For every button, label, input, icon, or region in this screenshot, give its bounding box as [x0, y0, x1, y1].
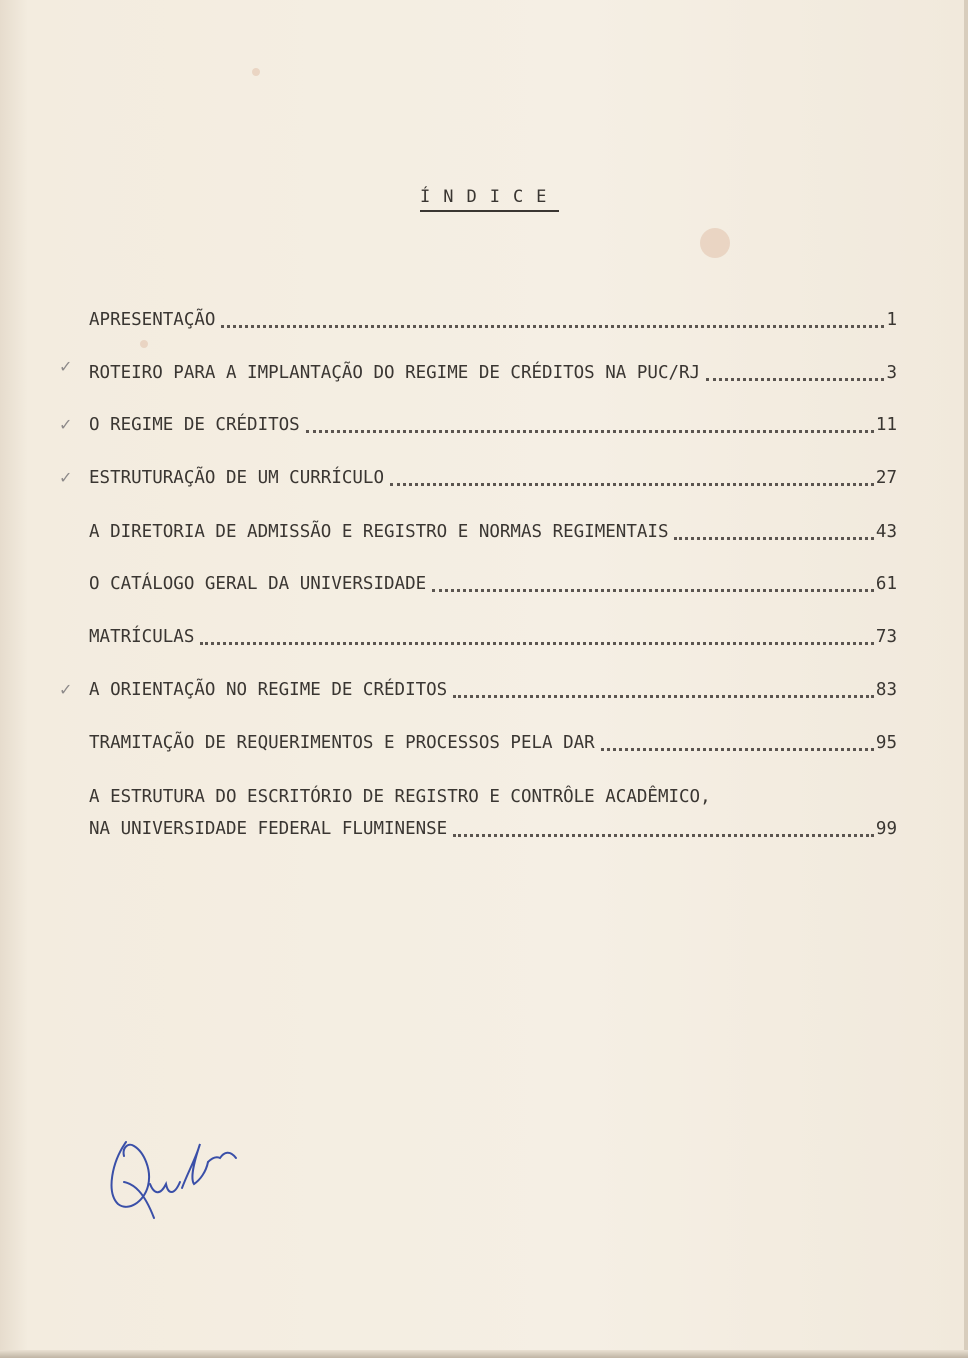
toc-entry-label-line1: A ESTRUTURA DO ESCRITÓRIO DE REGISTRO E CONTRÔLE ACADÊMICO,	[89, 787, 711, 807]
toc-entry-label: ESTRUTURAÇÃO DE UM CURRÍCULO	[89, 468, 385, 488]
toc-entry-label: O CATÁLOGO GERAL DA UNIVERSIDADE	[89, 574, 427, 594]
toc-entry-page: 3	[886, 363, 897, 383]
toc-entry-label: A ORIENTAÇÃO NO REGIME DE CRÉDITOS	[89, 680, 448, 700]
page-title: ÍNDICE	[420, 186, 559, 212]
toc-entry-page: 61	[875, 574, 897, 594]
toc-entry-page: 95	[875, 733, 897, 753]
toc-entry	[89, 623, 897, 651]
toc-entry-label: TRAMITAÇÃO DE REQUERIMENTOS E PROCESSOS PELA DAR	[89, 733, 595, 753]
toc-leader-dots	[306, 430, 874, 433]
page-edge	[964, 0, 968, 1358]
toc-entry-page: 99	[875, 819, 897, 839]
toc-leader-dots	[706, 378, 884, 381]
toc-entry-label-line2: NA UNIVERSIDADE FEDERAL FLUMINENSE	[89, 819, 448, 839]
toc-entry-page: 83	[875, 680, 897, 700]
toc-entry	[89, 570, 897, 598]
page-bottom-edge	[0, 1350, 968, 1358]
toc-leader-dots	[200, 642, 874, 645]
pencil-check-icon: ✓	[59, 680, 73, 699]
toc-entry	[89, 815, 897, 843]
toc-entry-page: 43	[875, 522, 897, 542]
toc-entry-label: A DIRETORIA DE ADMISSÃO E REGISTRO E NORMAS REGIMENTAIS	[89, 522, 669, 542]
paper-stain	[252, 68, 260, 76]
toc-entry	[89, 729, 897, 757]
toc-entry	[59, 411, 897, 439]
pencil-check-icon: ✓	[59, 357, 73, 376]
toc-entry	[59, 676, 897, 704]
pencil-check-icon: ✓	[59, 415, 73, 434]
toc-leader-dots	[390, 483, 874, 486]
toc-leader-dots	[601, 748, 874, 751]
toc-entry	[89, 518, 897, 546]
toc-entry-label: MATRÍCULAS	[89, 627, 195, 647]
paper-stain	[700, 228, 730, 258]
toc-entry-label: APRESENTAÇÃO	[89, 310, 216, 330]
paper-stain	[140, 340, 148, 348]
toc-leader-dots	[221, 325, 884, 328]
toc-leader-dots	[453, 834, 874, 837]
toc-leader-dots	[453, 695, 874, 698]
toc-entry-page: 11	[875, 415, 897, 435]
toc-entry	[59, 464, 897, 492]
handwritten-signature-icon	[104, 1122, 244, 1222]
toc-leader-dots	[432, 589, 874, 592]
pencil-check-icon: ✓	[59, 468, 73, 487]
toc-entry	[89, 306, 897, 334]
toc-leader-dots	[674, 537, 873, 540]
toc-entry	[59, 357, 897, 387]
toc-entry-page: 27	[875, 468, 897, 488]
toc-entry-page: 1	[886, 310, 897, 330]
toc-entry-page: 73	[875, 627, 897, 647]
toc-entry-label: ROTEIRO PARA A IMPLANTAÇÃO DO REGIME DE CRÉDITOS NA PUC/RJ	[89, 363, 701, 383]
toc-entry-label: O REGIME DE CRÉDITOS	[89, 415, 300, 435]
